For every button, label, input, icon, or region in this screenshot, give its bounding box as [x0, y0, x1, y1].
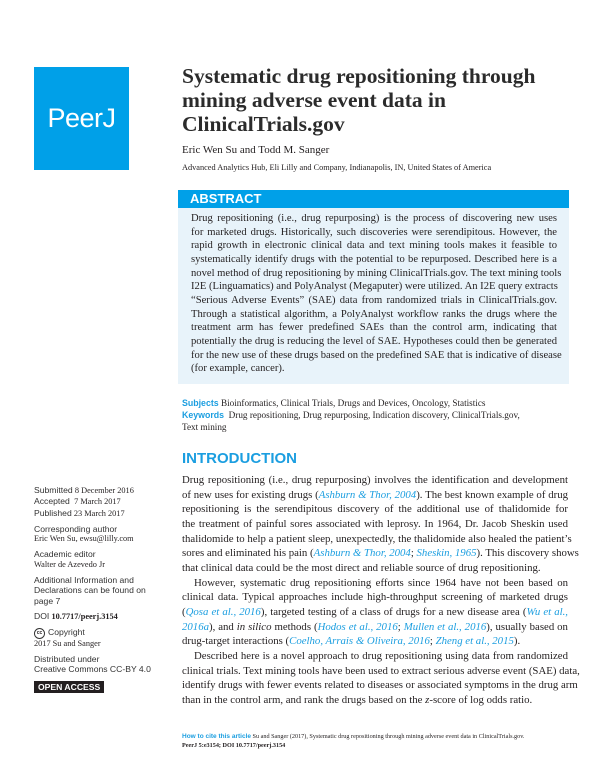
intro-line: [182, 473, 568, 488]
keywords-value: Drug repositioning, Drug repurposing, Indication discovery, ClinicalTrials.gov,: [228, 410, 520, 420]
text-segment: (: [182, 605, 186, 618]
license-text: Distributed under: [34, 654, 100, 665]
text-segment: ;: [429, 635, 436, 648]
additional-info: Additional Information and: [34, 575, 134, 586]
abstract-line: for the new use of these drugs based on the predefined SAE that is indicative of disease: [191, 349, 562, 361]
copyright-label: Copyright: [48, 627, 85, 638]
text-segment: ), usually based on: [486, 620, 568, 633]
introduction-heading: INTRODUCTION: [182, 450, 297, 467]
intro-line: [182, 693, 568, 708]
intro-line: [182, 634, 568, 649]
text-segment: clinical trials. Text mining tools have been used to extract serious adverse event (SAE) data,: [182, 664, 580, 677]
corresponding-label: Corresponding author: [34, 523, 118, 534]
title-line: mining adverse event data in: [182, 88, 446, 112]
text-segment: ;: [410, 547, 417, 560]
abstract-line: (for example, cancer).: [191, 363, 285, 375]
copyright-holder: 2017 Su and Sanger: [34, 638, 101, 648]
text-segment: ), targeted testing of a class of drugs for a new disease area (: [260, 605, 527, 618]
keywords: [182, 409, 562, 433]
logo-text: PeerJ: [47, 103, 116, 133]
citation-ref: PeerJ 5:e3154; DOI 10.7717/peerj.3154: [182, 742, 286, 749]
intro-line: [182, 546, 579, 561]
subjects: [182, 397, 562, 409]
creative-commons-icon: cc: [34, 628, 45, 639]
intro-line: [182, 576, 568, 591]
italic-text: z: [425, 693, 430, 706]
additional-info: Declarations can be found on: [34, 585, 146, 596]
abstract-line: treatment arm has fewer predefined SAEs than the control arm, indicating that: [191, 322, 557, 334]
academic-editor: Walter de Azevedo Jr: [34, 559, 105, 569]
abstract-line: I2E (Linguamatics) and PolyAnalyst (Megaputer) were utilized. An I2E query extracts: [191, 281, 558, 293]
text-segment: ).: [513, 635, 521, 648]
text-segment: of new uses for existing drugs (: [182, 488, 319, 501]
additional-info: page 7: [34, 595, 61, 606]
text-segment: identify drugs with fewer events related to diseases or associated symptoms in the drug arm: [182, 679, 578, 692]
abstract-line: systematically identify drugs with the potential to be repurposed. Described here is a: [191, 253, 557, 265]
citation-link[interactable]: Coelho, Arrais & Oliveira, 2016: [289, 635, 430, 648]
citation-link[interactable]: Qosa et al., 2016: [185, 605, 261, 618]
citation-link[interactable]: Mullen et al., 2016: [403, 620, 487, 633]
intro-line: [182, 502, 568, 517]
authors: Eric Wen Su and Todd M. Sanger: [182, 144, 330, 156]
citation-link[interactable]: Ashburn & Thor, 2004: [313, 547, 411, 560]
paper-title: [182, 64, 562, 136]
italic-text: in silico: [236, 620, 272, 633]
text-segment: -score of log odds ratio.: [429, 693, 533, 706]
citation-footer: [182, 732, 582, 750]
citation-link[interactable]: Hodos et al., 2016: [317, 620, 398, 633]
published-label: Published: [34, 507, 72, 518]
title-line: ClinicalTrials.gov: [182, 112, 345, 136]
text-segment: Drug repositioning (i.e., drug repurposing) involves the identification and development: [182, 474, 568, 486]
intro-line: [182, 517, 568, 532]
text-segment: However, systematic drug repositioning efforts since 1964 have not been based on: [194, 576, 568, 589]
title-line: Systematic drug repositioning through: [182, 64, 536, 88]
intro-line: [182, 605, 568, 620]
submitted-label: Submitted: [34, 485, 73, 495]
license-text[interactable]: Creative Commons CC-BY 4.0: [34, 664, 151, 675]
citation-link[interactable]: Wu et al.,: [526, 605, 569, 618]
intro-line: [182, 649, 568, 664]
intro-line: [182, 620, 568, 635]
abstract-heading: [178, 190, 569, 208]
text-segment: sores and eliminated his pain (: [182, 547, 314, 560]
citation-link[interactable]: Zheng et al., 2015: [435, 635, 514, 648]
abstract-heading-text: ABSTRACT: [190, 191, 262, 206]
accepted-date: 7 March 2017: [74, 497, 121, 507]
submitted-date: 8 December 2016: [74, 486, 134, 495]
subjects-value: Bioinformatics, Clinical Trials, Drugs and Devices, Oncology, Statistics: [220, 398, 486, 408]
text-segment: repositioning is the serendipitous discovery of the additional use of thalidomide for: [182, 503, 568, 516]
subjects-label: Subjects: [182, 398, 219, 408]
intro-line: [182, 488, 568, 503]
affiliation: Advanced Analytics Hub, Eli Lilly and Company, Indianapolis, IN, United States of America: [182, 163, 492, 172]
citation-link[interactable]: Ashburn & Thor, 2004: [318, 488, 417, 501]
published-date: 23 March 2017: [73, 508, 125, 518]
text-segment: Described here is a novel approach to drug repositioning using data from randomized: [194, 649, 568, 662]
accepted-label: Accepted: [34, 496, 70, 507]
abstract-line: novel method of drug repositioning by mining ClinicalTrials.gov. The text mining tools: [191, 267, 562, 279]
introduction-text: [182, 473, 580, 708]
intro-line: [182, 590, 568, 605]
abstract-line: rapid growth in electronic clinical data and text mining tools makes it feasible to: [191, 240, 557, 252]
text-segment: ). This discovery shows: [476, 547, 579, 560]
intro-line: [182, 532, 572, 547]
intro-line: [182, 561, 568, 576]
text-segment: the treatment of painful sores associated with leprosy. In 1964, Dr. Jacob Sheskin used: [182, 517, 568, 530]
intro-line: [182, 678, 578, 693]
text-segment: methods (: [271, 620, 318, 633]
text-segment: than in the control arm, and rank the drugs based on the: [182, 693, 426, 706]
corresponding-author[interactable]: Eric Wen Su, ewsu@lilly.com: [34, 534, 134, 544]
cite-label: How to cite this article: [182, 733, 251, 740]
text-segment: ). The best known example of drug: [416, 488, 568, 501]
abstract-line: for marketed drugs. Historically, such discoveries were serendipitous. However, the: [191, 226, 557, 238]
doi-value[interactable]: 10.7717/peerj.3154: [51, 611, 118, 621]
text-segment: ;: [397, 620, 404, 633]
text-segment: that clinical data could be the most direct and reliable source of drug repositioning.: [182, 561, 541, 574]
keywords-label: Keywords: [182, 410, 225, 420]
abstract-line: Through a statistical algorithm, a PolyAnalyst workflow ranks the drugs where the: [191, 308, 557, 320]
open-access-badge: OPEN ACCESS: [34, 681, 104, 693]
text-segment: ), and: [209, 620, 237, 633]
text-segment: drug-target interactions (: [182, 635, 290, 648]
citation-link[interactable]: 2016a: [182, 620, 209, 633]
text-segment: thalidomide to help a patient sleep, unexpectedly, the thalidomide also healed the patient’s: [182, 532, 572, 545]
citation-link[interactable]: Sheskin, 1965: [416, 547, 477, 560]
citation-text: Su and Sanger (2017), Systematic drug repositioning through mining adverse event data in ClinicalTrials.gov.: [252, 733, 525, 740]
editor-label: Academic editor: [34, 549, 96, 560]
article-info-sidebar: [34, 485, 164, 693]
abstract-line: potentially the drug is reducing the level of SAE. Hypotheses could then be generated: [191, 335, 557, 347]
keywords-value: Text mining: [182, 422, 227, 432]
intro-line: [182, 664, 580, 679]
abstract-line: “Serious Adverse Events” (SAE) data from randomized trials in ClinicalTrials.gov.: [191, 294, 557, 306]
doi-label: DOI: [34, 610, 50, 621]
peerj-logo: [34, 67, 129, 170]
abstract-line: Drug repositioning (i.e., drug repurposing) is the process of discovering new uses: [191, 213, 557, 224]
text-segment: clinical data. Typical approaches include high-throughput screening of marketed drugs: [182, 591, 568, 604]
abstract-text: [191, 212, 562, 376]
